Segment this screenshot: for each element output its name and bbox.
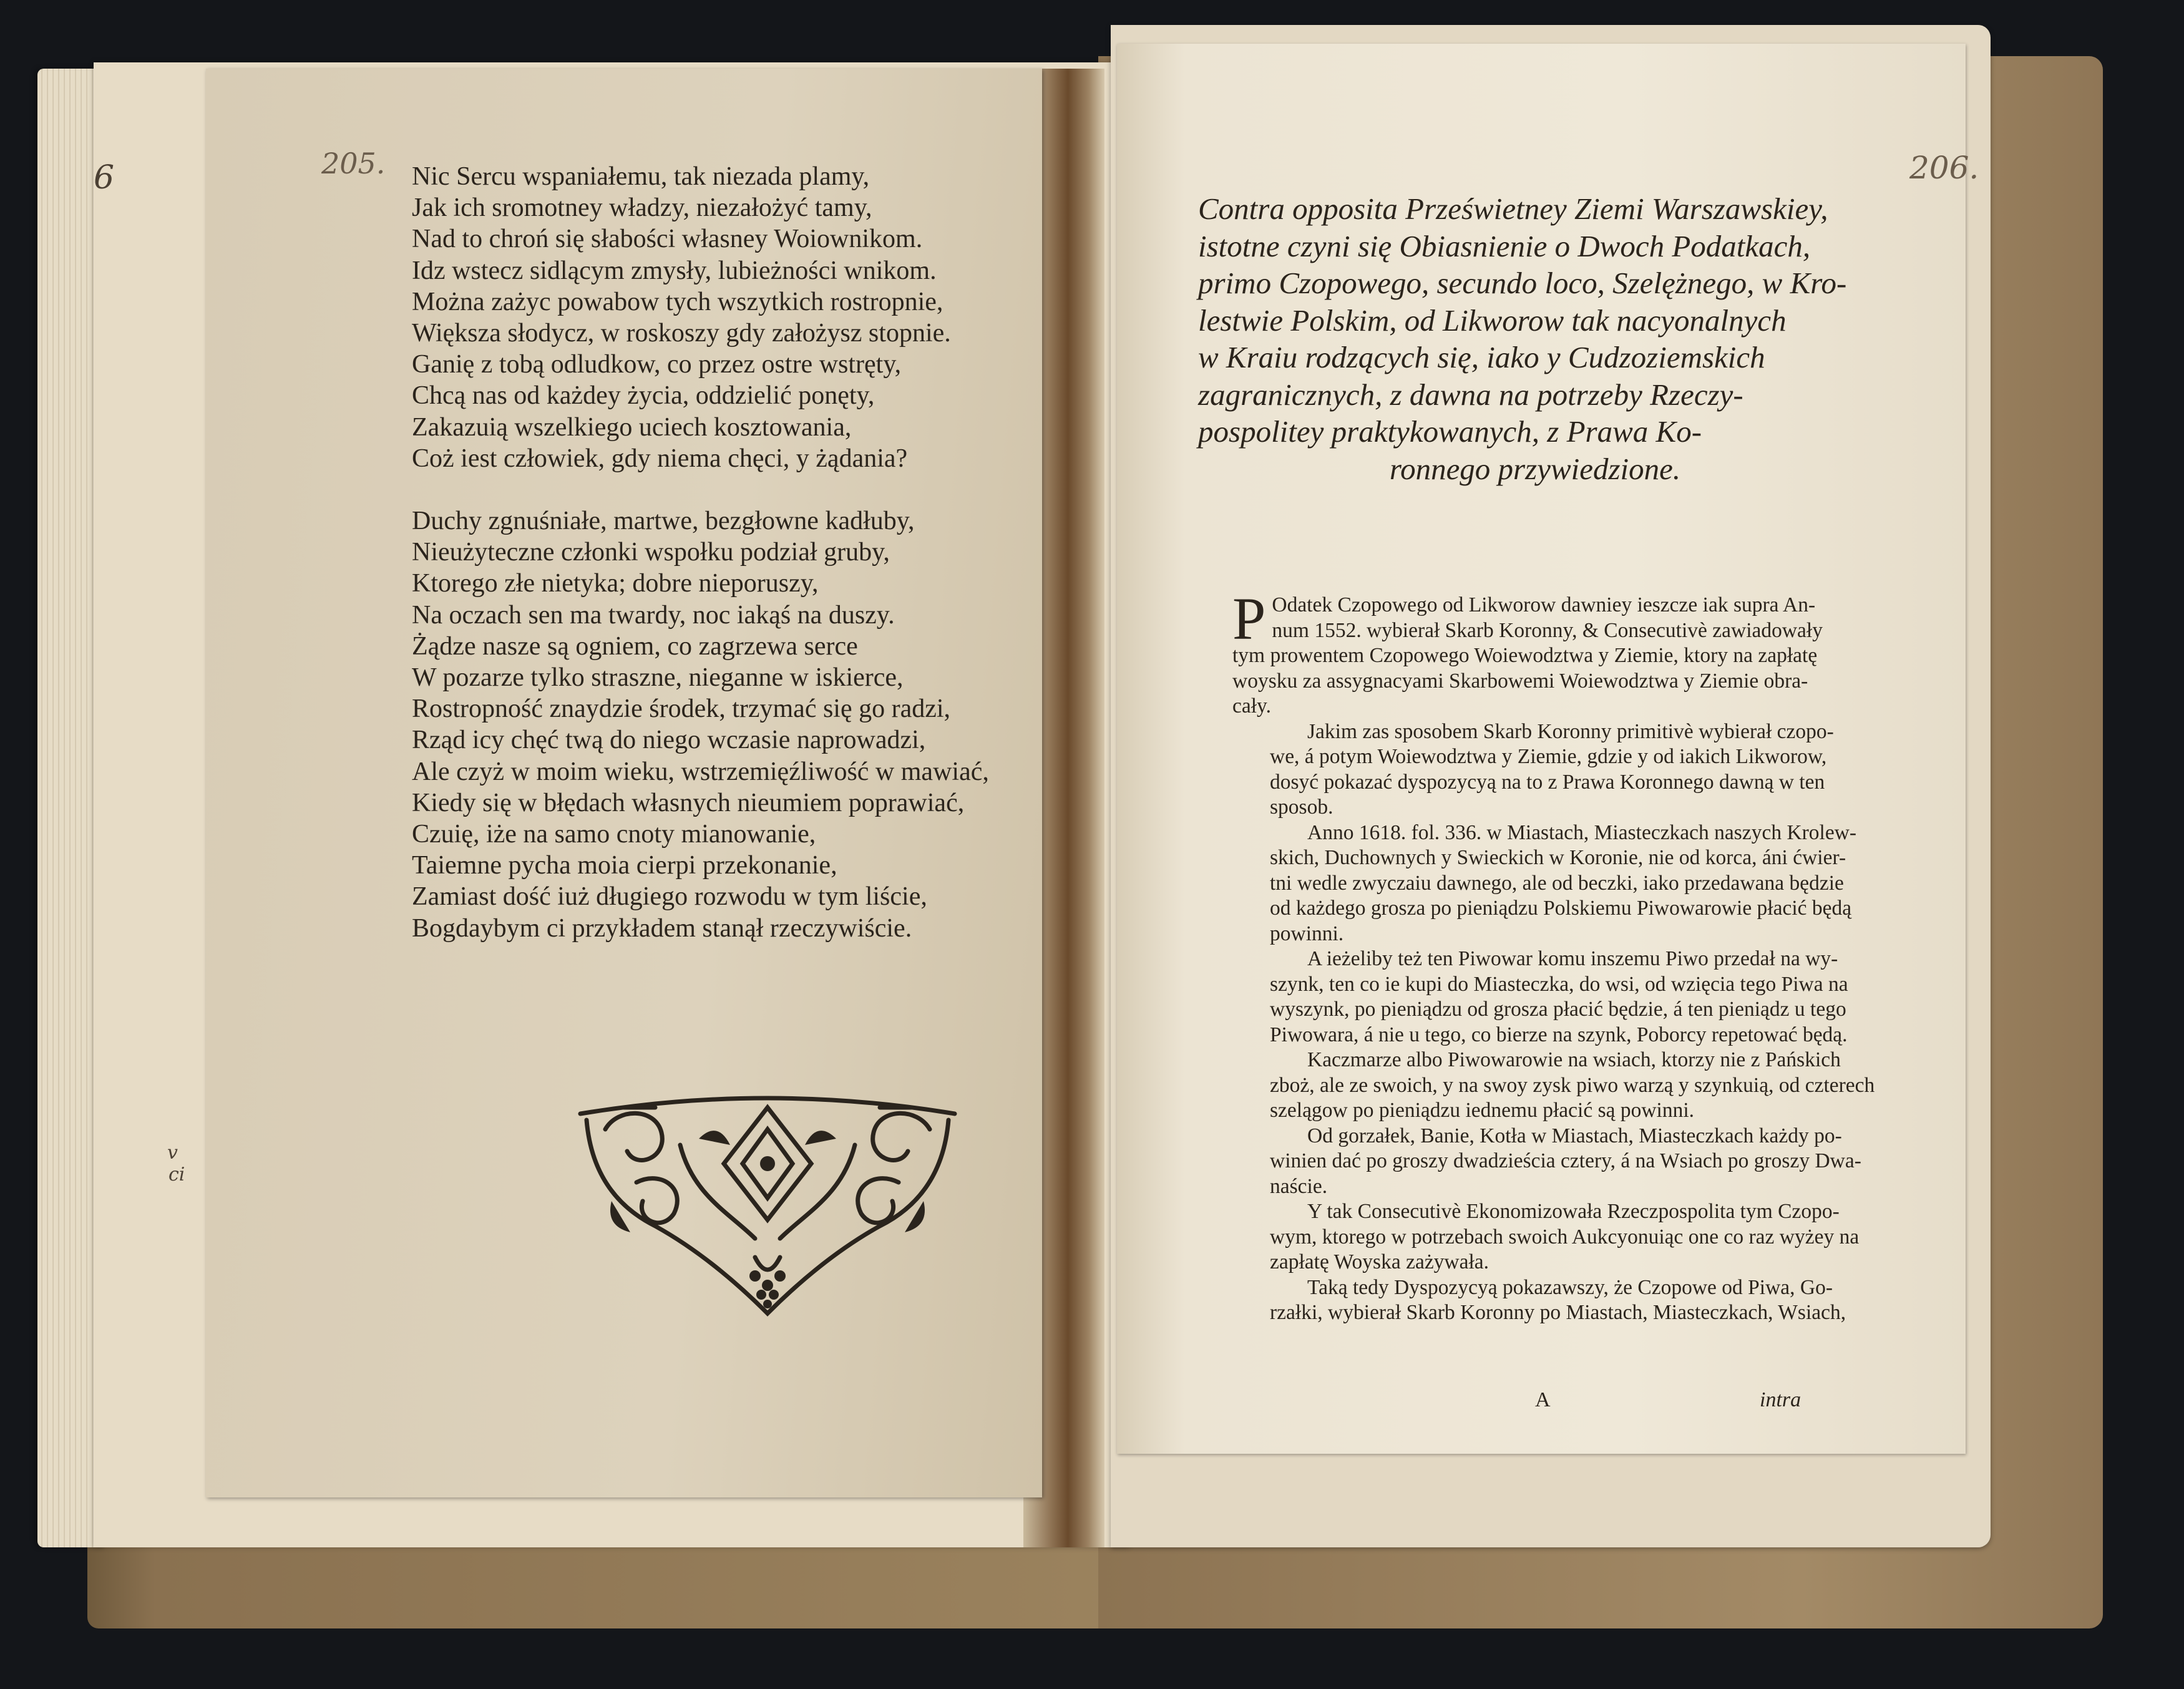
text-line: Odatek Czopowego od Likworow dawniey ieszcze iak supra An- [1272, 593, 1816, 616]
paragraph [1232, 585, 1823, 719]
poem-line: Zamiast dość iuż długiego rozwodu w tym liście, [412, 882, 927, 912]
heading-line: zagranicznych, z dawna na potrzeby Rzeczy- [1198, 377, 1743, 412]
heading-line: istotne czyni się Obiasnienie o Dwoch Podatkach, [1198, 228, 1811, 263]
poem-line: Na oczach sen ma twardy, noc iakąś na duszy. [412, 600, 895, 630]
text-line: A ieżeliby też ten Piwowar komu inszemu Piwo przedał na wy- [1307, 947, 1838, 970]
heading-line: w Kraiu rodzących się, iako y Cudzoziemskich [1198, 340, 1765, 374]
poem-line: Rostropność znaydzie środek, trzymać się go radzi, [412, 694, 951, 724]
poem-line: Żądze nasze są ogniem, co zagrzewa serce [412, 631, 858, 661]
text-line: od każdego grosza po pieniądzu Polskiemu Piwowarowie płacić będą [1270, 897, 1852, 920]
paragraph [1232, 820, 1857, 947]
poem-line: Ganię z tobą odludkow, co przez ostre wstręty, [412, 350, 902, 379]
heading-line: ronnego przywiedzione. [1389, 451, 1681, 486]
poem-line: Zakazuią wszelkiego uciech kosztowania, [412, 412, 852, 442]
poem-line: Chcą nas od każdey życia, oddzielić ponęty, [412, 381, 875, 411]
stanza-break [412, 474, 1104, 505]
poem-line: Większa słodycz, w roskoszy gdy założysz stopnie. [412, 319, 951, 348]
text-line: Od gorzałek, Banie, Kotła w Miastach, Miasteczkach każdy po- [1307, 1124, 1842, 1147]
catchword: intra [1760, 1388, 1801, 1411]
document-heading [1198, 190, 1872, 487]
paragraph [1232, 1048, 1875, 1124]
woodcut-ornament [568, 1070, 967, 1320]
text-line: dosyć pokazać dyspozycyą na to z Prawa Koronnego dawną w ten [1270, 770, 1825, 794]
text-line: Anno 1618. fol. 336. w Miastach, Miasteczkach naszych Krolew- [1307, 820, 1857, 844]
folio-number: 205. [321, 147, 386, 180]
poem-line: Duchy zgnuśniałe, martwe, bezgłowne kadłuby, [412, 507, 915, 536]
text-line: tym prowentem Czopowego Woiewodztwa y Ziemie, ktory na zapłatę [1232, 644, 1818, 667]
poem [412, 161, 1104, 944]
poem-line: Nieużyteczne członki wspołku podział gruby, [412, 538, 890, 567]
text-line: sposob. [1270, 796, 1333, 819]
text-line: wym, ktorego w potrzebach swoich Aukcyonuiąc one co raz wyżey na [1270, 1225, 1860, 1248]
text-line: zboż, ale ze swoich, y na swoy zysk piwo warzą y szynkuią, od czterech [1270, 1073, 1875, 1097]
edge-mark: 6 [94, 159, 115, 197]
text-line: zapłatę Woyska zażywała. [1270, 1250, 1489, 1273]
poem-line: Można zażyc powabow tych wszytkich rostropnie, [412, 287, 943, 316]
poem-line: Coż iest człowiek, gdy niema chęci, y żądania? [412, 444, 908, 473]
text-line: naście. [1270, 1174, 1328, 1198]
drop-cap: P [1232, 585, 1266, 652]
poem-line: Kiedy się w błędach własnych nieumiem poprawiać, [412, 788, 965, 817]
text-line: Jakim zas sposobem Skarb Koronny primitivè wybierał czopo- [1307, 719, 1834, 743]
body-text [1232, 585, 1875, 1326]
poem-line: Nad to chroń się słabości własney Woiownikom. [412, 225, 923, 254]
poem-line: Jak ich sromotney władzy, niezałożyć tamy, [412, 193, 872, 223]
text-line: skich, Duchownych y Swieckich w Koronie, nie od korca, áni ćwier- [1270, 846, 1846, 869]
paragraph [1232, 1124, 1861, 1200]
poem-line: W pozarze tylko straszne, niegannе w iskierce, [412, 663, 904, 693]
text-line: Taką tedy Dyspozycyą pokazawszy, że Czopowe od Piwa, Go- [1307, 1275, 1833, 1299]
folio-number: 206. [1909, 150, 1979, 186]
paragraph [1232, 947, 1848, 1048]
edge-mark: v [167, 1142, 178, 1164]
poem-line: Ale czyż w moim wieku, wstrzemięźliwość w mawiać, [412, 757, 989, 786]
text-line: we, á potym Woiewodztwa y Ziemie, gdzie y od iakich Likworow, [1270, 745, 1827, 768]
paragraph [1232, 1199, 1860, 1275]
text-line: Y tak Consecutivè Ekonomizowała Rzeczpospolita tym Czopo- [1307, 1200, 1840, 1223]
text-line: woysku za assygnacyami Skarbowemi Woiewodztwa y Ziemie obra- [1232, 669, 1808, 693]
heading-line: primo Czopowego, secundo loco, Szelężnego, w Kro- [1198, 266, 1847, 300]
signature-mark: A [1535, 1388, 1551, 1411]
text-line: szelągow po pieniądzu iednemu płacić są powinni. [1270, 1099, 1695, 1122]
text-line: Piwowara, á nie u tego, co bierze na szynk, Poborcy repetować będą. [1270, 1023, 1848, 1046]
poem-line: Taiemne pycha moia cierpi przekonanie, [412, 851, 837, 880]
poem-line: Idz wstecz sidlącym zmysły, lubieżności wnikom. [412, 256, 937, 285]
heading-line: pospolitey praktykowanych, z Prawa Ko- [1198, 414, 1702, 449]
poem-line: Ktorego złe nietyka; dobre nieporuszy, [412, 569, 819, 598]
heading-line: Contra opposita Prześwietney Ziemi Warszawskiey, [1198, 192, 1828, 226]
poem-line: Nic Sercu wspaniałemu, tak niezada plamy, [412, 162, 870, 191]
poem-line: Bogdaybym ci przykładem stanął rzeczywiście. [412, 913, 912, 943]
text-line: tni wedle zwyczaiu dawnego, ale od beczki, iako przedawana będzie [1270, 871, 1844, 895]
paragraph [1232, 1275, 1846, 1326]
poem-line: Czuię, iże na samo cnoty mianowanie, [412, 820, 816, 849]
poem-line: Rząd icy chęć twą do niego wczasie naprowadzi, [412, 726, 926, 755]
text-line: cały. [1232, 694, 1271, 718]
text-line: Kaczmarze albo Piwowarowie na wsiach, ktorzy nie z Pańskich [1307, 1048, 1841, 1071]
text-line: rzałki, wybierał Skarb Koronny po Miastach, Miasteczkach, Wsiach, [1270, 1301, 1846, 1324]
heading-line: lestwie Polskim, od Likworow tak nacyonalnych [1198, 303, 1787, 338]
edge-mark: ci [168, 1164, 185, 1185]
text-line: szynk, ten co ie kupi do Miasteczka, do wsi, od wzięcia tego Piwa na [1270, 972, 1848, 996]
text-line: winien dać po groszy dwadzieścia cztery, á na Wsiach po groszy Dwa- [1270, 1149, 1861, 1172]
text-line: powinni. [1270, 922, 1344, 945]
text-line: wyszynk, po pieniądzu od grosza płacić będzie, á ten pieniądz u tego [1270, 998, 1846, 1021]
paragraph [1232, 719, 1834, 820]
text-line: num 1552. wybierał Skarb Koronny, & Consecutivè zawiadowały [1272, 618, 1823, 642]
